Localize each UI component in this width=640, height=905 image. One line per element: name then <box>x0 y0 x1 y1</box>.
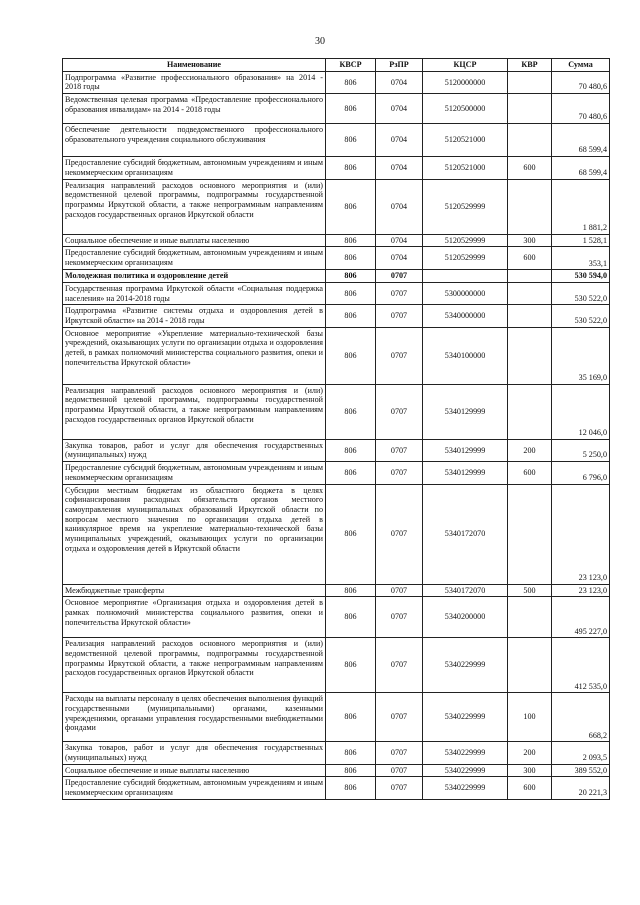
row-rzpr: 0704 <box>376 157 423 179</box>
row-kvr: 600 <box>508 777 552 799</box>
row-rzpr: 0707 <box>376 638 423 693</box>
row-rzpr: 0707 <box>376 282 423 304</box>
row-name: Закупка товаров, работ и услуг для обеспечения государственных (муниципальных) нужд <box>63 439 326 461</box>
table-row <box>63 234 610 247</box>
row-kcsr: 5340229999 <box>423 693 508 742</box>
row-kvr <box>508 484 552 584</box>
row-kvsr: 806 <box>326 124 376 157</box>
row-name: Основное мероприятие «Укрепление материально-технической базы учреждений, оказывающих услуги по организации отдыха и оздоровления детей, в рамках полномочий министерства социального развития, опеки и попечительства Иркутской области» <box>63 327 326 384</box>
row-rzpr: 0704 <box>376 94 423 124</box>
row-rzpr: 0707 <box>376 597 423 638</box>
row-rzpr: 0707 <box>376 270 423 283</box>
row-rzpr: 0707 <box>376 439 423 461</box>
row-sum: 668,2 <box>552 693 610 742</box>
column-header-kvr: КВР <box>508 59 552 72</box>
column-header-rzpr: РзПР <box>376 59 423 72</box>
row-kcsr: 5340229999 <box>423 638 508 693</box>
row-name: Подпрограмма «Развитие системы отдыха и оздоровления детей в Иркутской области» на 2014 - 2018 годы <box>63 305 326 327</box>
row-kvsr: 806 <box>326 247 376 270</box>
row-kvsr: 806 <box>326 94 376 124</box>
table-row <box>63 764 610 777</box>
row-rzpr: 0707 <box>376 305 423 327</box>
row-sum: 1 528,1 <box>552 234 610 247</box>
row-kcsr: 5120521000 <box>423 157 508 179</box>
row-rzpr: 0707 <box>376 693 423 742</box>
row-kcsr: 5340172070 <box>423 584 508 597</box>
column-header-kvsr: КВСР <box>326 59 376 72</box>
row-kcsr: 5120521000 <box>423 124 508 157</box>
row-rzpr: 0707 <box>376 462 423 484</box>
row-rzpr: 0707 <box>376 777 423 799</box>
row-rzpr: 0704 <box>376 179 423 234</box>
table-row <box>63 94 610 124</box>
row-name: Закупка товаров, работ и услуг для обеспечения государственных (муниципальных) нужд <box>63 742 326 764</box>
table-row <box>63 693 610 742</box>
table-row <box>63 584 610 597</box>
row-sum: 530 594,0 <box>552 270 610 283</box>
table-row <box>63 270 610 283</box>
row-kvr <box>508 327 552 384</box>
row-kvr <box>508 638 552 693</box>
table-row <box>63 179 610 234</box>
row-sum: 23 123,0 <box>552 584 610 597</box>
row-sum: 389 552,0 <box>552 764 610 777</box>
row-kcsr: 5340200000 <box>423 597 508 638</box>
table-row <box>63 305 610 327</box>
row-kvr <box>508 270 552 283</box>
row-kvr <box>508 282 552 304</box>
table-header-row <box>63 59 610 72</box>
table-row <box>63 124 610 157</box>
row-kvr: 200 <box>508 439 552 461</box>
page-number: 30 <box>315 36 325 47</box>
row-kcsr: 5120529999 <box>423 179 508 234</box>
row-kvsr: 806 <box>326 384 376 439</box>
row-kcsr: 5340129999 <box>423 439 508 461</box>
row-name: Межбюджетные трансферты <box>63 584 326 597</box>
column-header-sum: Сумма <box>552 59 610 72</box>
row-kvr: 300 <box>508 764 552 777</box>
row-kvsr: 806 <box>326 327 376 384</box>
row-sum: 2 093,5 <box>552 742 610 764</box>
row-kvsr: 806 <box>326 270 376 283</box>
row-name: Основное мероприятие «Организация отдыха и оздоровления детей в рамках полномочий министерства социального развития, опеки и попечительства Иркутской области» <box>63 597 326 638</box>
table-row <box>63 282 610 304</box>
row-sum: 5 250,0 <box>552 439 610 461</box>
row-sum: 412 535,0 <box>552 638 610 693</box>
row-kvsr: 806 <box>326 439 376 461</box>
row-kvsr: 806 <box>326 693 376 742</box>
row-sum: 70 480,6 <box>552 71 610 93</box>
row-kvsr: 806 <box>326 282 376 304</box>
row-kcsr: 5340129999 <box>423 384 508 439</box>
row-kvr <box>508 597 552 638</box>
row-name: Реализация направлений расходов основного мероприятия и (или) ведомственной целевой программы, подпрограммы государственной программы Иркутской области, а также непрограммным направлениям расходов государственных органов Иркутской области <box>63 179 326 234</box>
table-row <box>63 597 610 638</box>
row-rzpr: 0704 <box>376 234 423 247</box>
table-row <box>63 462 610 484</box>
row-kvsr: 806 <box>326 234 376 247</box>
row-sum: 1 881,2 <box>552 179 610 234</box>
row-sum: 12 046,0 <box>552 384 610 439</box>
row-kvsr: 806 <box>326 777 376 799</box>
table-row <box>63 384 610 439</box>
table-row <box>63 777 610 799</box>
row-kcsr: 5120000000 <box>423 71 508 93</box>
row-name: Молодежная политика и оздоровление детей <box>63 270 326 283</box>
row-kcsr: 5340229999 <box>423 764 508 777</box>
table-row <box>63 247 610 270</box>
row-kvr: 600 <box>508 157 552 179</box>
row-rzpr: 0704 <box>376 247 423 270</box>
table-row <box>63 742 610 764</box>
row-kcsr: 5340172070 <box>423 484 508 584</box>
row-name: Подпрограмма «Развитие профессионального образования» на 2014 - 2018 годы <box>63 71 326 93</box>
row-rzpr: 0707 <box>376 742 423 764</box>
row-name: Предоставление субсидий бюджетным, автономным учреждениям и иным некоммерческим организациям <box>63 462 326 484</box>
row-rzpr: 0707 <box>376 584 423 597</box>
table-row <box>63 71 610 93</box>
row-name: Реализация направлений расходов основного мероприятия и (или) ведомственной целевой программы, подпрограммы государственной программы Иркутской области, а также непрограммным направлениям расходов государственных органов Иркутской области <box>63 384 326 439</box>
row-kvr: 500 <box>508 584 552 597</box>
row-name: Социальное обеспечение и иные выплаты населению <box>63 234 326 247</box>
row-kvr: 600 <box>508 462 552 484</box>
column-header-name: Наименование <box>63 59 326 72</box>
row-name: Предоставление субсидий бюджетным, автономным учреждениям и иным некоммерческим организациям <box>63 777 326 799</box>
row-sum: 68 599,4 <box>552 157 610 179</box>
row-name: Предоставление субсидий бюджетным, автономным учреждениям и иным некоммерческим организациям <box>63 247 326 270</box>
row-sum: 35 169,0 <box>552 327 610 384</box>
row-sum: 530 522,0 <box>552 305 610 327</box>
row-kcsr: 5300000000 <box>423 282 508 304</box>
row-name: Субсидии местным бюджетам из областного бюджета в целях софинансирования расходных обязательств органов местного самоуправления муниципальных образований Иркутской области по вопросам местного значения по организации отдыха детей в каникулярное время на укрепление материально-технической базы муниципальных учреждений, оказывающих услуги по организации отдыха и оздоровления детей в Иркутской области <box>63 484 326 584</box>
row-kvsr: 806 <box>326 764 376 777</box>
row-kvr <box>508 94 552 124</box>
row-kvsr: 806 <box>326 584 376 597</box>
row-name: Ведомственная целевая программа «Предоставление профессионального образования инвалидам» на 2014 - 2018 годы <box>63 94 326 124</box>
row-rzpr: 0707 <box>376 384 423 439</box>
row-kvr <box>508 384 552 439</box>
row-rzpr: 0707 <box>376 327 423 384</box>
table-row <box>63 484 610 584</box>
row-kvsr: 806 <box>326 179 376 234</box>
row-kcsr: 5340129999 <box>423 462 508 484</box>
row-name: Обеспечение деятельности подведомственного профессионального образовательного учреждения социального обслуживания <box>63 124 326 157</box>
row-kcsr: 5340229999 <box>423 742 508 764</box>
row-kvr: 300 <box>508 234 552 247</box>
row-kvr: 600 <box>508 247 552 270</box>
table-row <box>63 638 610 693</box>
row-sum: 20 221,3 <box>552 777 610 799</box>
row-kvr <box>508 71 552 93</box>
row-kvr <box>508 124 552 157</box>
row-kcsr: 5340229999 <box>423 777 508 799</box>
row-kvr <box>508 305 552 327</box>
row-kvr <box>508 179 552 234</box>
row-kvsr: 806 <box>326 742 376 764</box>
row-sum: 6 796,0 <box>552 462 610 484</box>
row-kcsr: 5120529999 <box>423 234 508 247</box>
row-sum: 68 599,4 <box>552 124 610 157</box>
table-row <box>63 327 610 384</box>
row-rzpr: 0704 <box>376 71 423 93</box>
row-name: Расходы на выплаты персоналу в целях обеспечения выполнения функций государственными (муниципальными) органами, казенными учреждениями, органами управления государственными внебюджетными фондами <box>63 693 326 742</box>
row-sum: 495 227,0 <box>552 597 610 638</box>
row-kcsr <box>423 270 508 283</box>
row-kvsr: 806 <box>326 305 376 327</box>
row-sum: 530 522,0 <box>552 282 610 304</box>
row-kvsr: 806 <box>326 462 376 484</box>
row-rzpr: 0707 <box>376 764 423 777</box>
row-kvr: 100 <box>508 693 552 742</box>
row-kvsr: 806 <box>326 157 376 179</box>
row-sum: 353,1 <box>552 247 610 270</box>
row-name: Социальное обеспечение и иные выплаты населению <box>63 764 326 777</box>
row-kvsr: 806 <box>326 71 376 93</box>
row-kvsr: 806 <box>326 638 376 693</box>
row-kcsr: 5340000000 <box>423 305 508 327</box>
row-name: Предоставление субсидий бюджетным, автономным учреждениям и иным некоммерческим организациям <box>63 157 326 179</box>
row-rzpr: 0707 <box>376 484 423 584</box>
row-kcsr: 5120500000 <box>423 94 508 124</box>
row-kcsr: 5340100000 <box>423 327 508 384</box>
row-rzpr: 0704 <box>376 124 423 157</box>
row-name: Государственная программа Иркутской области «Социальная поддержка населения» на 2014-2018 годы <box>63 282 326 304</box>
row-kvsr: 806 <box>326 484 376 584</box>
table-row <box>63 439 610 461</box>
row-kvr: 200 <box>508 742 552 764</box>
column-header-kcsr: КЦСР <box>423 59 508 72</box>
budget-table <box>62 58 610 800</box>
row-sum: 23 123,0 <box>552 484 610 584</box>
row-kcsr: 5120529999 <box>423 247 508 270</box>
table-row <box>63 157 610 179</box>
row-sum: 70 480,6 <box>552 94 610 124</box>
row-kvsr: 806 <box>326 597 376 638</box>
row-name: Реализация направлений расходов основного мероприятия и (или) ведомственной целевой программы, подпрограммы государственной программы Иркутской области, а также непрограммным направлениям расходов государственных органов Иркутской области <box>63 638 326 693</box>
